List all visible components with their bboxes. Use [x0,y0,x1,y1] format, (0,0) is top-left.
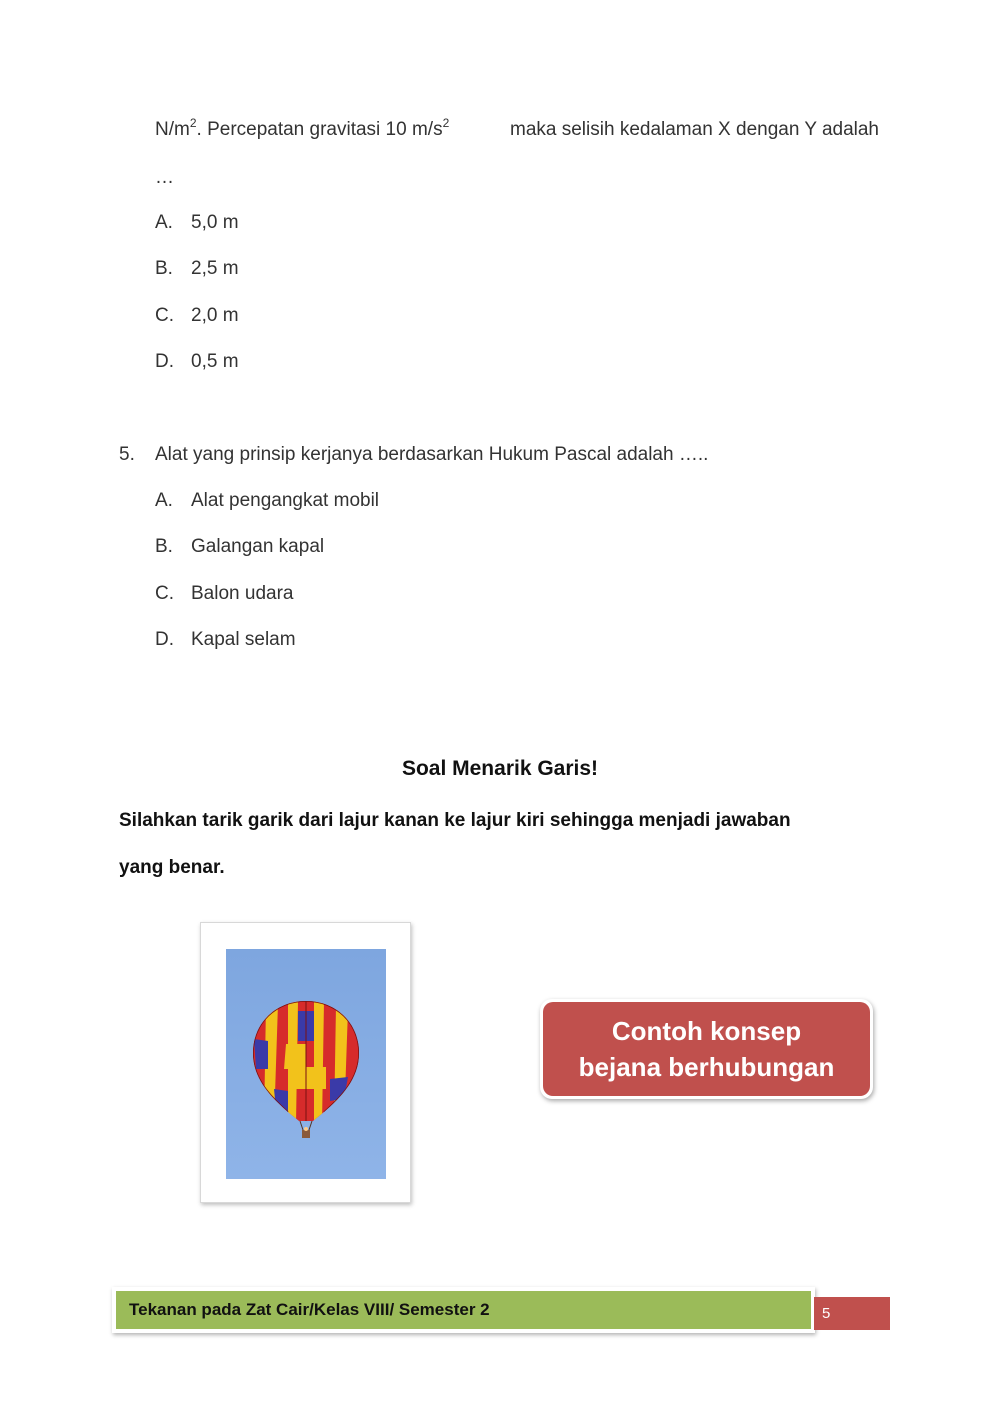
q5-option-a[interactable]: A. Alat pengangkat mobil [155,490,380,511]
q4-option-c[interactable]: C. 2,0 m [155,305,239,326]
answer-line-2: bejana berhubungan [578,1052,835,1082]
answer-box-inner [543,1002,870,1096]
instruction-line-1: Silahkan tarik garik dari lajur kanan ke lajur kiri sehingga menjadi jawaban [119,810,791,831]
page-number: 5 [814,1297,890,1330]
footer-text: Tekanan pada Zat Cair/Kelas VIII/ Semester 2 [116,1291,811,1329]
q5-option-d[interactable]: D. Kapal selam [155,629,296,650]
answer-box[interactable] [540,999,873,1099]
footer-bar [112,1287,815,1333]
q4-word-nm: $N/m^2$. Percepatan gravitasi 10 $m/s^2$ [155,115,450,140]
q4-option-d[interactable]: D. 0,5 m [155,351,239,372]
section-title: Soal Menarik Garis! [401,757,599,780]
balloon-picture-card[interactable] [200,922,411,1203]
question-4-continuation [155,115,879,142]
hot-air-balloon-image [226,949,386,1179]
q5-option-c[interactable]: C. Balon udara [155,583,294,604]
answer-line-1: Contoh konsep [611,1016,802,1046]
instruction-line-2: yang benar. [119,857,225,878]
q4-tail: maka selisih kedalaman X dengan Y adalah [510,119,879,140]
question-5-number: 5. [119,444,135,465]
question-5-text: Alat yang prinsip kerjanya berdasarkan Hukum Pascal adalah ….. [155,444,709,465]
question-4-ellipsis: … [155,167,174,188]
q4-option-a[interactable]: A. 5,0 m [155,212,239,233]
q5-option-b[interactable]: B. Galangan kapal [155,536,325,557]
q4-option-b[interactable]: B. 2,5 m [155,258,239,279]
